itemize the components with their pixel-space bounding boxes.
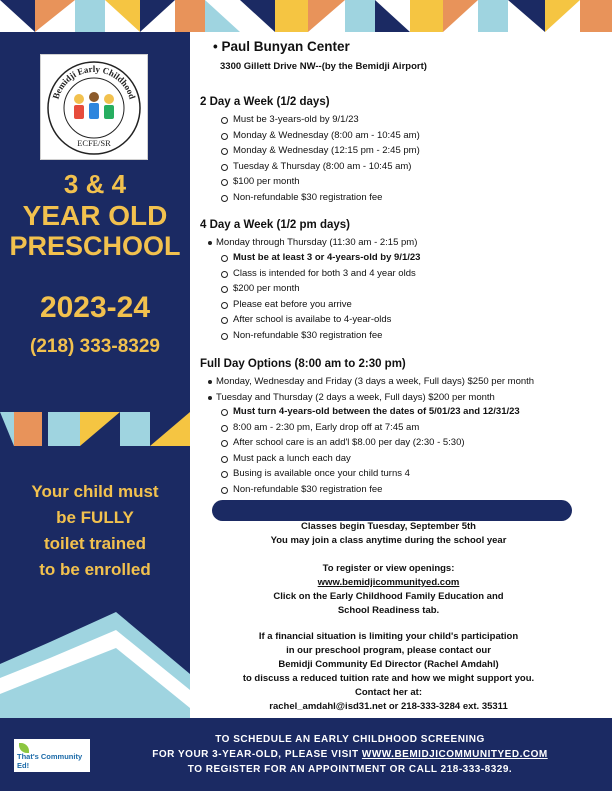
info-line: in our preschool program, please contact our [286, 645, 491, 656]
section-lead-list [207, 374, 534, 405]
age-line: YEAR OLD [22, 200, 168, 231]
list-item: Non-refundable $30 registration fee [220, 328, 420, 344]
list-item: Please eat before you arrive [220, 297, 420, 313]
footer [0, 718, 612, 791]
phone-number: (218) 333-8329 [30, 336, 160, 357]
section-list [220, 112, 420, 205]
triangle-pattern [0, 0, 612, 32]
footer-line [105, 747, 595, 762]
sidebar [0, 32, 190, 718]
list-item: Class is intended for both 3 and 4 year olds [220, 266, 420, 282]
website-link[interactable]: www.bemidjicommunityed.com [317, 577, 460, 588]
venue-title: • Paul Bunyan Center [213, 39, 350, 54]
section-title: 4 Day a Week (1/2 pm days) [200, 219, 350, 231]
list-item: Non-refundable $30 registration fee [220, 482, 520, 498]
notice-line: be FULLY [56, 508, 134, 527]
list-item: Tuesday and Thursday (2 days a week, Full days) $200 per month [207, 390, 534, 406]
svg-text:Bemidji Early Childhood: Bemidji Early Childhood [50, 63, 138, 101]
program-age-heading [0, 169, 190, 262]
financial-info [196, 630, 581, 714]
info-line: If a financial situation is limiting your child's participation [258, 631, 519, 642]
toilet-trained-notice [0, 479, 190, 583]
screening-notice [105, 732, 595, 777]
section-title: 2 Day a Week (1/2 days) [200, 96, 330, 108]
footer-line: TO REGISTER FOR AN APPOINTMENT OR CALL 218-333-8329. [187, 764, 513, 775]
ecfe-seal-icon [41, 55, 147, 159]
class-start-info [196, 520, 581, 548]
list-item: After school is availabe to 4-year-olds [220, 312, 420, 328]
list-item: Monday through Thursday (11:30 am - 2:15 pm) [207, 235, 417, 251]
list-item: Must be 3-years-old by 9/1/23 [220, 112, 420, 128]
age-line: 3 & 4 [63, 169, 127, 199]
info-line: School Readiness tab. [337, 605, 440, 616]
age-line: PRESCHOOL [9, 231, 181, 261]
contact-email-phone[interactable]: rachel_amdahl@isd31.net or 218-333-3284 ext. 35311 [269, 701, 508, 712]
notice-line: to be enrolled [39, 560, 151, 579]
info-line: To register or view openings: [322, 563, 455, 574]
info-line: Bemidji Community Ed Director (Rachel Amdahl) [278, 659, 499, 670]
notice-line: toilet trained [43, 534, 146, 553]
register-info [196, 562, 581, 618]
list-item: Monday & Wednesday (12:15 pm - 2:45 pm) [220, 143, 420, 159]
ecfe-logo [40, 54, 148, 160]
divider-bar [212, 500, 572, 521]
section-title: Full Day Options (8:00 am to 2:30 pm) [200, 358, 406, 370]
info-line: Classes begin Tuesday, September 5th [301, 521, 476, 532]
list-item: Monday & Wednesday (8:00 am - 10:45 am) [220, 128, 420, 144]
logo-bottom-text: ECFE/SR [77, 138, 111, 148]
venue-name: Paul Bunyan Center [221, 39, 350, 54]
list-item: $100 per month [220, 174, 420, 190]
list-item: $200 per month [220, 281, 420, 297]
list-item: 8:00 am - 2:30 pm, Early drop off at 7:45 am [220, 420, 520, 436]
school-year: 2023-24 [39, 291, 151, 324]
mid-decorative-shapes [0, 412, 190, 452]
list-item: Monday, Wednesday and Friday (3 days a week, Full days) $250 per month [207, 374, 534, 390]
footer-line-prefix: FOR YOUR 3-YEAR-OLD, PLEASE VISIT [152, 749, 359, 760]
footer-logo-text: That's Community Ed! [17, 752, 83, 770]
venue-address: 3300 Gillett Drive NW--(by the Bemidji Airport) [220, 61, 427, 72]
footer-website-link[interactable]: WWW.BEMIDJICOMMUNITYED.COM [361, 749, 548, 760]
list-item: Tuesday & Thursday (8:00 am - 10:45 am) [220, 159, 420, 175]
info-line: Click on the Early Childhood Family Education and [273, 591, 504, 602]
list-item: Must turn 4-years-old between the dates of 5/01/23 and 12/31/23 [220, 404, 520, 420]
list-item: After school care is an add'l $8.00 per day (2:30 - 5:30) [220, 435, 520, 451]
community-ed-logo [14, 739, 90, 772]
section-lead-list [207, 235, 417, 251]
info-line: You may join a class anytime during the school year [270, 535, 507, 546]
footer-line: TO SCHEDULE AN EARLY CHILDHOOD SCREENING [215, 734, 485, 745]
list-item: Must be at least 3 or 4-years-old by 9/1/23 [220, 250, 420, 266]
list-item: Non-refundable $30 registration fee [220, 190, 420, 206]
list-item: Busing is available once your child turns 4 [220, 466, 520, 482]
notice-line: Your child must [31, 482, 159, 501]
top-decorative-banner [0, 0, 612, 32]
mountain-decoration [0, 612, 190, 718]
section-list [220, 404, 520, 497]
section-list [220, 250, 420, 343]
info-line: to discuss a reduced tuition rate and how we might support you. [242, 673, 535, 684]
list-item: Must pack a lunch each day [220, 451, 520, 467]
info-line: Contact her at: [354, 687, 423, 698]
